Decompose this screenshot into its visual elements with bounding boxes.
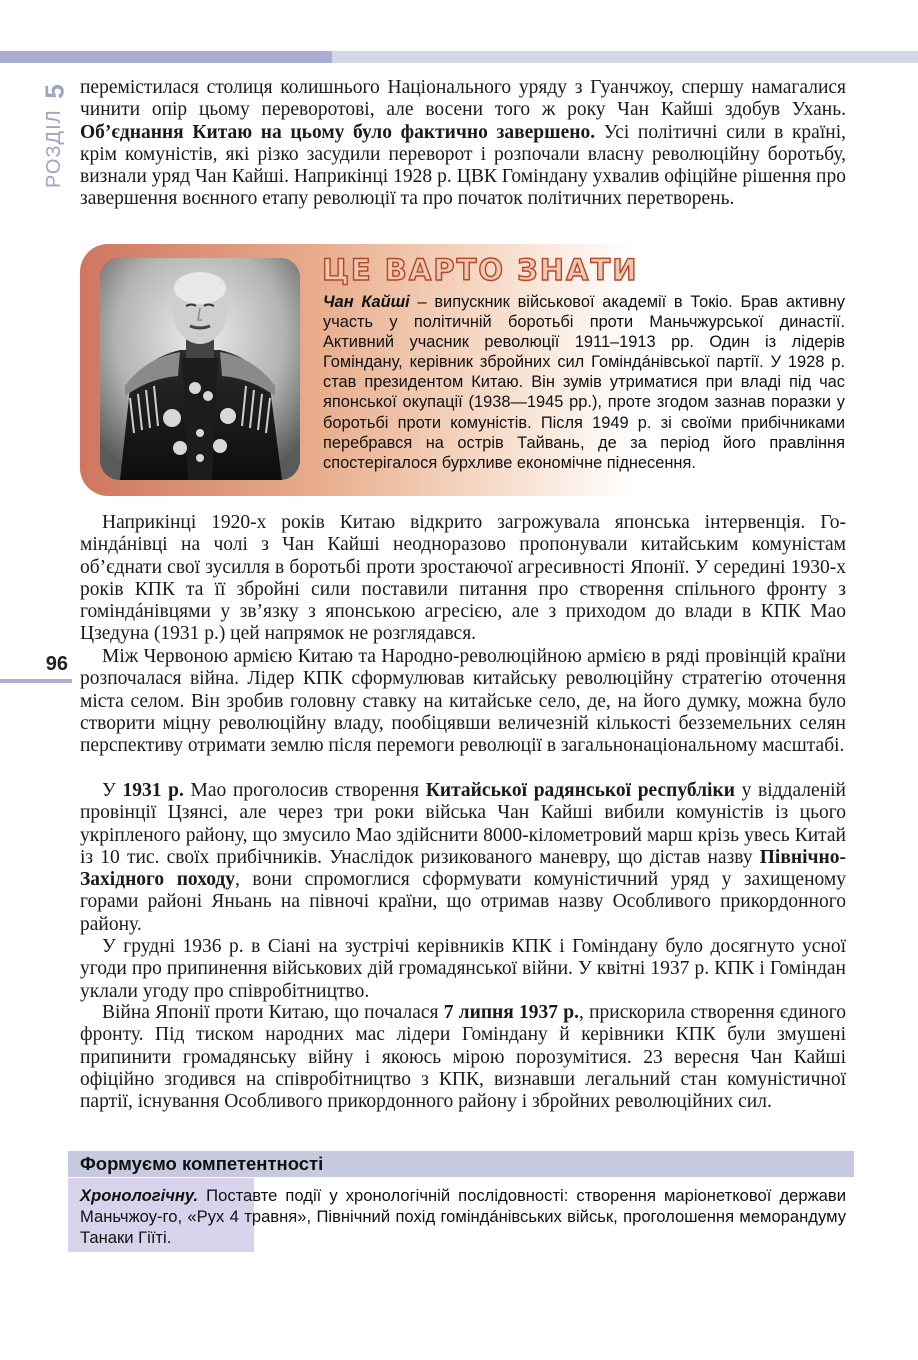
callout-title: ЦЕ ВАРТО ЗНАТИ xyxy=(322,253,639,287)
p5-bold-date: 7 липня 1937 р. xyxy=(443,1002,579,1023)
competencies-task xyxy=(80,1185,846,1248)
task-text: Поставте події у хронологічній послідовності: створення маріонеткової держави Маньчжоу-го, «Рух 4 травня», Північний похід гоміндáнівських військ, проголошення меморандуму Танаки Гіїті. xyxy=(80,1186,846,1247)
paragraph-4: У грудні 1936 р. в Сіані на зустрічі керівників КПК і Гоміндану було досягнуто усної угоди про припинення військових дій громадянської війни. У квітні 1937 р. КПК і Гоміндан уклали угоду про співробітництво. xyxy=(80,936,846,1002)
p3-text-c: Мао проголосив створення xyxy=(183,780,426,801)
paragraph-2: Між Червоною армією Китаю та Народно-революційною армією в ряді провінцій країни розпочалася війна. Лідер КПК сформулював китайську революційну стратегію оточення міста селом. Він зробив головну ставку на китайське село, де, на його думку, можна було створити міцну революційну владу, пообіцявши величезній кількості безземельних селян перспективу отримати землю після перемоги революції в загальнонаціональному масштабі. xyxy=(80,646,846,757)
intro-paragraph xyxy=(80,77,846,211)
paragraph-5 xyxy=(80,1002,846,1113)
p3-text-e: , вони спромоглися сформувати комуністичний уряд у захищеному горами районі Яньань на півночі країни, що отримав назву Особливого прикордонного району. xyxy=(80,869,846,935)
intro-text-1: перемістилася столиця колишнього Національного уряду з Гуанчжоу, спершу намагалися чинити опір цьому переворотові, але восени того ж року Чан Кайші здобув Ухань. xyxy=(80,77,846,121)
p3-bold-republic: Китайської радянської республіки xyxy=(425,780,735,801)
p5-text-a: Війна Японії проти Китаю, що почалася xyxy=(102,1002,444,1023)
page-number: 96 xyxy=(45,653,68,675)
top-band-accent xyxy=(0,51,332,63)
paragraph-3 xyxy=(80,780,846,936)
intro-bold: Об’єднання Китаю на цьому було фактично завершено. xyxy=(80,121,596,143)
p3-bold-campaign: Північно-Західного походу xyxy=(80,846,846,891)
task-label: Хронологічну. xyxy=(80,1186,199,1205)
paragraph-1: Наприкінці 1920-х років Китаю відкрито загрожувала японська інтервенція. Гоміндáнівці на чолі з Чан Кайші неодноразово пропонували китайським комуністам об’єднати свої зусилля в боротьбі проти зростаючої агресивності Японії. У середині 1930-х років КПК та її збройні сили поставили питання про створення спільного фронту з гоміндáнівцями у зв’язку з японською агресією, але з приходом до влади в КПК Мао Цзедуна (1931 р.) цей напрямок не розглядався. xyxy=(80,512,846,645)
competencies-title: Формуємо компетентності xyxy=(80,1153,324,1174)
section-label: РОЗДІЛ xyxy=(43,109,65,188)
intro-text-2: Усі політичні сили в країні, крім комуністів, які різко засудили переворот і розпочали власну революційну боротьбу, визнали уряд Чан Кайші. Наприкінці 1928 р. ЦВК Гоміндану ухвалив офіційне рішення про завершення воєнного етапу революції та про початок політичних перетворень. xyxy=(80,121,846,210)
section-tab xyxy=(40,78,70,188)
section-number: 5 xyxy=(39,84,70,99)
callout-name: Чан Кайші xyxy=(323,293,410,311)
p3-text-d: у віддаленій провінції Цзянсі, але через три роки війська Чан Кайші вибили комуністів із цього укріпленого району, що змусило Мао здійснити 8000-кілометровий марш крізь увесь Китай із 10 тис. своїх прибічників. Унаслідок ризикованого маневру, що дістав назву xyxy=(80,780,846,868)
chiang-kai-shek-portrait xyxy=(100,258,300,480)
p3-bold-year: 1931 р. xyxy=(122,780,184,801)
p3-text-a: У xyxy=(102,780,123,801)
p5-text-c: , прискорила створення єдиного фронту. Під тиском народних мас лідери Гоміндану й керівники КПК були змушені припинити громадянську війну і якоюсь мірою порозумітися. 23 вересня Чан Кайші офіційно згодився на співробітництво з КПК, визнавши легальний стан комуністичної партії, існування Особливого прикордонного району і збройних революційних сил. xyxy=(80,1002,846,1113)
page-number-bar xyxy=(0,679,72,683)
callout-text xyxy=(323,292,845,473)
callout-body: – випускник військової академії в Токіо. Брав активну участь у політичній боротьбі проти Маньчжурської династії. Активний учасник революції 1911–1913 рр. Один із лідерів Гоміндану, керівник збройних сил Гоміндáнівської партії. У 1928 р. став президентом Китаю. Він зумів утриматися при владі під час японської окупації (1938—1945 рр.), проте згодом зазнав поразки у боротьбі проти комуністів. Після 1949 р. зі своїми прибічниками перебрався на острів Тайвань, де за період його правління спостерігалося бурхливе економічне піднесення. xyxy=(323,293,845,472)
